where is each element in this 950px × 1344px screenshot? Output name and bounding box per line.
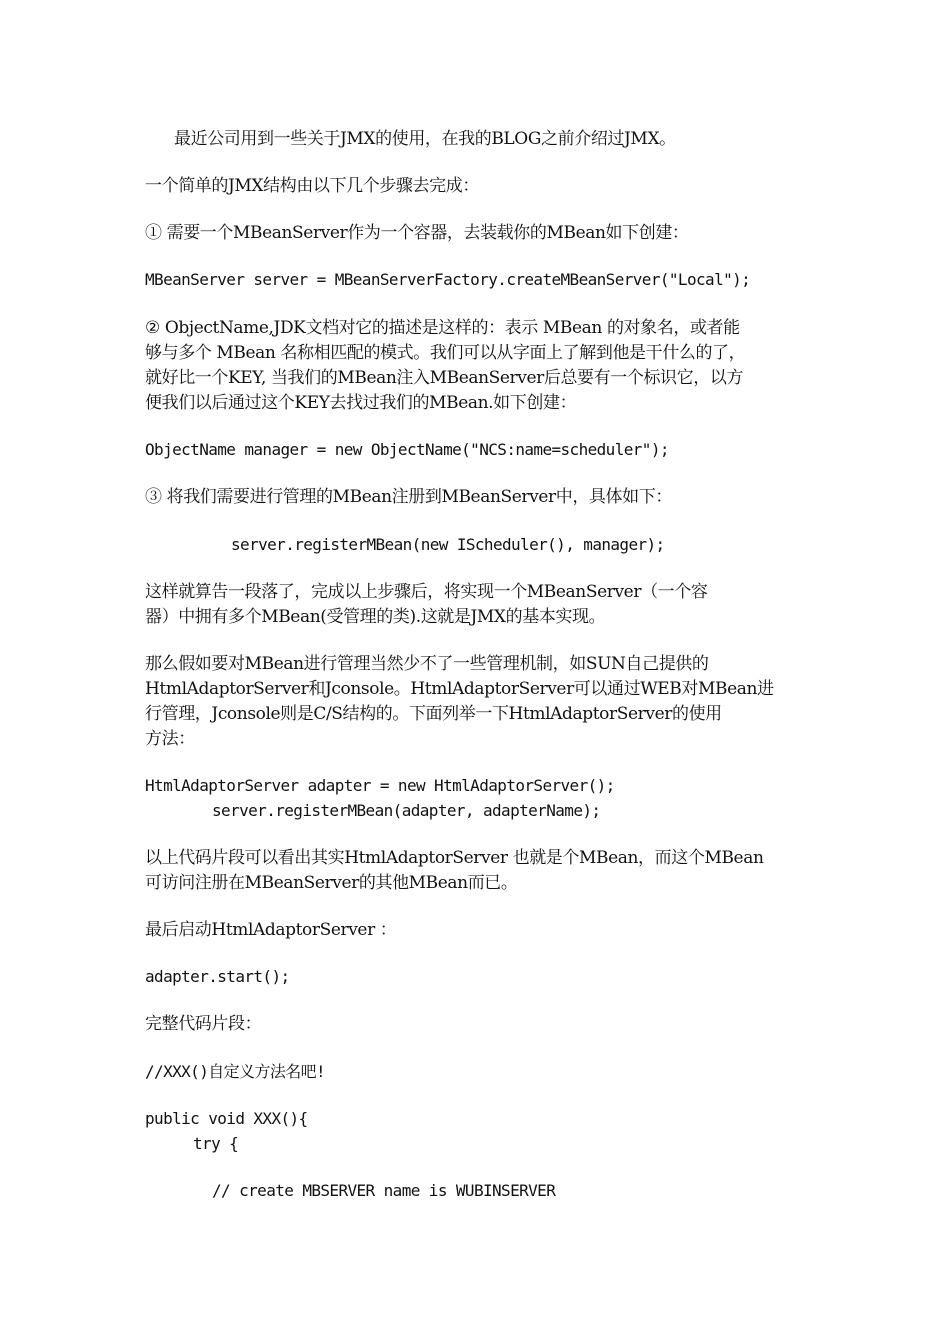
management-line-4: 方法： [145, 729, 195, 749]
code-try: try { [193, 1134, 239, 1153]
steps-intro-line: 一个简单的JMX结构由以下几个步骤去完成： [145, 176, 479, 196]
step-1-line: ① 需要一个MBeanServer作为一个容器，去装载你的MBean如下创建： [145, 223, 689, 243]
code-method-signature: public void XXX(){ [145, 1109, 308, 1128]
code-adapter-register: server.registerMBean(adapter, adapterName); [212, 801, 601, 820]
summary-line-1: 这样就算告一段落了，完成以上步骤后，将实现一个MBeanServer（一个容 [145, 582, 708, 602]
explanation-line-1: 以上代码片段可以看出其实HtmlAdaptorServer 也就是个MBean，而这个MBean [145, 848, 764, 868]
code-adapter-create: HtmlAdaptorServer adapter = new HtmlAdaptorServer(); [145, 776, 615, 795]
management-line-3: 行管理，Jconsole则是C/S结构的。下面列举一下HtmlAdaptorServer的使用 [145, 704, 722, 724]
explanation-line-2: 可访问注册在MBeanServer的其他MBean而已。 [145, 873, 518, 893]
intro-line: 最近公司用到一些关于JMX的使用，在我的BLOG之前介绍过JMX。 [174, 129, 676, 149]
start-intro-line: 最后启动HtmlAdaptorServer ： [145, 920, 397, 940]
code-comment-method: //XXX()自定义方法名吧! [145, 1062, 326, 1081]
code-comment-create: // create MBSERVER name is WUBINSERVER [212, 1181, 556, 1200]
step-2-line-1: ② ObjectName,JDK文档对它的描述是这样的：表示 MBean 的对象名，或者能 [145, 318, 740, 338]
code-register-mbean: server.registerMBean(new IScheduler(), manager); [231, 535, 665, 554]
code-adapter-start: adapter.start(); [145, 967, 290, 986]
code-objectname: ObjectName manager = new ObjectName("NCS:name=scheduler"); [145, 440, 669, 459]
step-2-line-2: 够与多个 MBean 名称相匹配的模式。我们可以从字面上了解到他是干什么的了， [145, 343, 746, 363]
summary-line-2: 器）中拥有多个MBean(受管理的类).这就是JMX的基本实现。 [145, 607, 606, 627]
management-line-1: 那么假如要对MBean进行管理当然少不了一些管理机制，如SUN自己提供的 [145, 654, 709, 674]
code-create-mbeanserver: MBeanServer server = MBeanServerFactory.createMBeanServer("Local"); [145, 270, 751, 289]
step-2-line-3: 就好比一个KEY, 当我们的MBean注入MBeanServer后总要有一个标识它，以方 [145, 368, 744, 388]
full-code-heading: 完整代码片段： [145, 1014, 262, 1034]
step-2-line-4: 便我们以后通过这个KEY去找过我们的MBean.如下创建： [145, 393, 577, 413]
step-3-line: ③ 将我们需要进行管理的MBean注册到MBeanServer中，具体如下： [145, 487, 672, 507]
management-line-2: HtmlAdaptorServer和Jconsole。HtmlAdaptorServer可以通过WEB对MBean进 [145, 679, 774, 699]
